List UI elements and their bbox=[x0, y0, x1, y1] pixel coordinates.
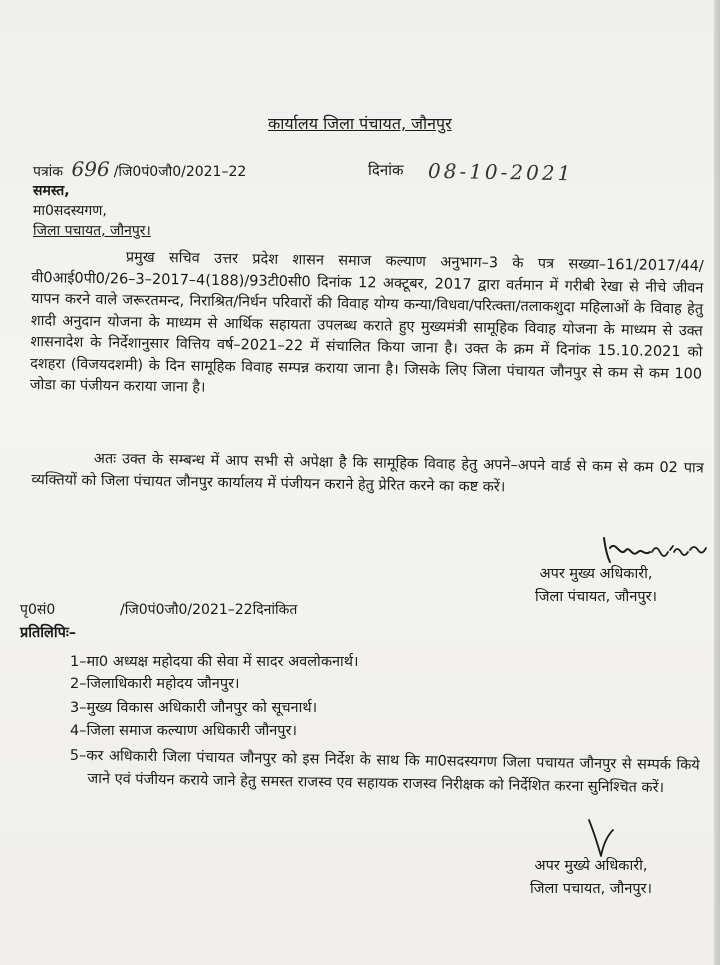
office-title: कार्यालय जिला पंचायत, जौनपुर bbox=[268, 114, 452, 133]
signatory-1-office: जिला पंचायत, जौनपुर। bbox=[535, 589, 658, 605]
patrank-label: पत्रांक bbox=[33, 164, 64, 180]
patrank-number: 696 bbox=[71, 157, 110, 181]
copy-item: 5–कर अधिकारी जिला पंचायत जौनपुर को इस निर्देश के साथ कि मा0सदस्यगण जिला पचायत जौनपुर से सम्पर्क किये जाने एवं पंजीयन कराये जाने हेतु समस्त राजस्व एव सहायक राजस्व निरीक्षक को निर्देशित करना सुनिश्चित करें। bbox=[69, 747, 700, 797]
body-paragraph-1: प्रमुख सचिव उत्तर प्रदेश शासन समाज कल्याण अनुभाग–3 के पत्र सख्या–161/2017/44/वी0आई0पी0/26–3–2017–4(188)/93टी0सी0 दिनांक 12 अक्टूबर, 2017 द्वारा वर्तमान में गरीबी रेखा से नीचे जीवन यापन करने वाले जरूरतमन्द, निराश्रित/निर्धन परिवारों की विवाह योग्य कन्या/विधवा/परित्क्ता/तलाकशुदा महिलाओं के विवाह हेतु शादी अनुदान योजना के माध्यम से आर्थिक सहायता उपलब्ध कराते हुए मुख्यमंत्री सामूहिक विवाह योजना के माध्यम से उक्त शासनादेश के निर्देशानुसार वित्तिय वर्ष–2021–22 में संचालित किया जाना है। उक्त के क्रम में दिनांक 15.10.2021 को दशहरा (विजयदशमी) के दिन सामूहिक विवाह सम्पन्न कराया जाना है। जिसके लिए जिला पंचायत जौनपुर से कम से कम 100 जोडा का पंजीयन कराया जाना है। bbox=[29, 249, 704, 396]
signatory-2-title: अपर मुख्ये अधिकारी, bbox=[534, 858, 648, 874]
letter-reference bbox=[33, 157, 246, 181]
copy-to-heading: प्रतिलिपिः– bbox=[20, 625, 77, 641]
date-label: दिनांक bbox=[368, 161, 404, 179]
date-value: 08-10-2021 bbox=[427, 158, 574, 186]
patrank-suffix: /जि0पं0जौ0/2021–22 bbox=[113, 164, 247, 180]
signatory-1-title: अपर मुख्य अधिकारी, bbox=[539, 566, 653, 582]
paper-edge-shadow bbox=[714, 0, 720, 965]
signature-2-graphic bbox=[583, 816, 623, 860]
address-line-2: मा0सदस्यगण, bbox=[33, 203, 107, 219]
copy-item: 1–मा0 अध्यक्ष महोदया की सेवा में सादर अवलोकनार्थ। bbox=[70, 654, 359, 670]
endorsement-reference: /जि0पं0जौ0/2021–22दिनांकित bbox=[120, 602, 298, 618]
signatory-2-block bbox=[530, 855, 652, 901]
address-line-3: जिला पचायत, जौनपुर। bbox=[33, 223, 151, 239]
body-paragraph-2: अतः उक्त के सम्बन्ध में आप सभी से अपेक्षा है कि सामूहिक विवाह हेतु अपने–अपने वार्ड से कम से कम 02 पात्र व्यक्तियों को जिला पंचायत जौनपुर कार्यालय में पंजीयन कराने हेतु प्रेरित करने का कष्ट करें। bbox=[31, 450, 704, 495]
copy-item: 4–जिला समाज कल्याण अधिकारी जौनपुर। bbox=[70, 723, 297, 739]
copy-item: 2–जिलाधिकारी महोदय जौनपुर। bbox=[70, 676, 240, 692]
signatory-2-office: जिला पचायत, जौनपुर। bbox=[530, 881, 653, 897]
signatory-1-block bbox=[535, 563, 657, 609]
signature-1-graphic bbox=[596, 528, 716, 568]
copy-item: 3–मुख्य विकास अधिकारी जौनपुर को सूचनार्थ। bbox=[70, 700, 318, 716]
endorsement-label: पृ0सं0 bbox=[20, 602, 56, 618]
address-line-1: समस्त, bbox=[33, 183, 70, 199]
